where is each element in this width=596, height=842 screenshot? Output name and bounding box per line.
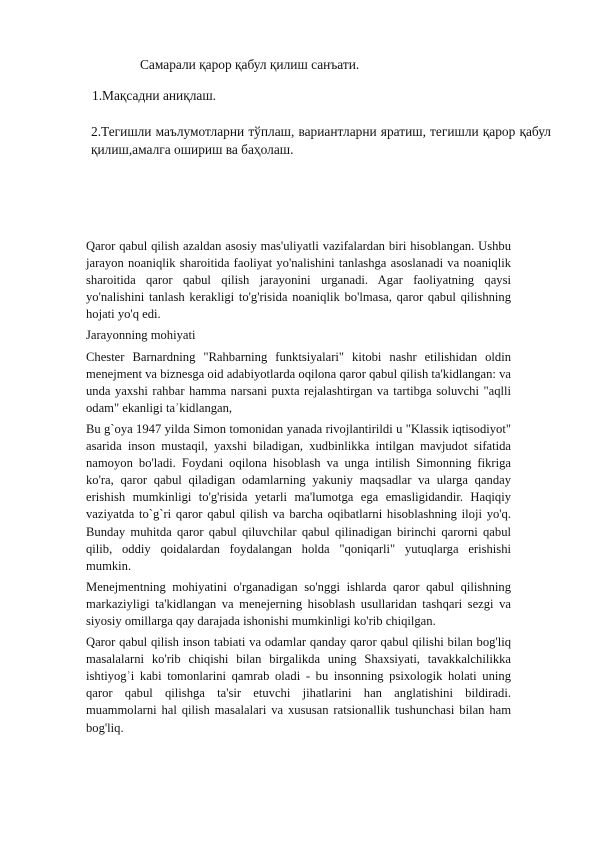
paragraph-human-nature: Qaror qabul qilish inson tabiati va odamlar qanday qaror qabul qilishi bilan bog'liq masalalarni ko'rib chiqishi bilan birgalikda uning Shaxsiyati, tavakkalchilikka ishtiyogʾi kabi tomonlarini qamrab oladi - bu insonning psixologik holati uning qaror qabul qilishga ta'sir etuvchi jihatlarini han anglatishini bildiradi. muammolarni hal qilish masalalari va xususan ratsionallik tushunchasi bilan ham bog'liq. xyxy=(86,635,511,735)
paragraph-intro: Qaror qabul qilish azaldan asosiy mas'uliyatli vazifalardan biri hisoblangan. Ushbu jarayon noaniqlik sharoitida faoliyat yo'nalishini tanlashga asoslanadi va noaniqlik sharoitida qaror qabul qilish jarayonini urganadi. Agar faoliyatning qaysi yo'nalishini tanlash kerakligi to'g'risida noaniqlik bo'lmasa, qaror qabul qilishning hojati yo'q edi. xyxy=(86,239,511,322)
paragraph-simon: Bu g`oya 1947 yilda Simon tomonidan yanada rivojlantirildi u "Klassik iqtisodiyot" asarida inson mustaqil, yaxshi biladigan, xudbinlikka intilgan mavjudot sifatida namoyon bo'ladi. Foydani oqilona hisoblash va unga intilish Simonning fikriga ko'ra, qaror qabul qiladigan odamlarning yakuniy maqsadlar va ularga qanday erishish mumkinligi to'g'risida yetarli ma'lumotga ega emasligidandir. Haqiqiy vaziyatda to`g`ri qaror qabul qilish va barcha oqibatlarni hisoblashning iloji yo'q. Bunday muhitda qaror qabul qiluvchilar qabul qilinadigan birinchi qarorni qabul qilib, oddiy qoidalardan foydalangan holda "qoniqarli" yutuqlarga erishishi mumkin. xyxy=(86,421,511,573)
section-heading-essence: Jarayonning mohiyati xyxy=(86,328,196,343)
document-heading: Самарали қарор қабул қилиш санъати. xyxy=(140,57,360,72)
body-text xyxy=(86,238,511,741)
paragraph-management: Menejmentning mohiyatini o'rganadigan so'nggi ishlarda qaror qabul qilishning markaziyligi ta'kidlangan va menejerning hisoblash usullaridan tashqari sezgi va siyosiy omillarga qay darajada ishonishi mumkinligi ko'rib chiqilgan. xyxy=(86,579,511,628)
paragraph-barnard: Chester Barnardning "Rahbarning funktsiyalari" kitobi nashr etilishidan oldin menejment va biznesga oid adabiyotlarda oqilona qaror qabul qilish ta'kidlangan: va unda yaxshi rahbar hamma narsani puxta rejalashtirgan va tartibga soluvchi "aqlli odam" ekanligi taʾkidlangan, xyxy=(86,349,511,415)
list-item-steps: 2.Тегишли маълумотларни тўплаш, вариантларни яратиш, тегишли қарор қабул қилиш,амалга ошириш ва баҳолаш. xyxy=(91,124,551,157)
list-item-goal: 1.Мақсадни аниқлаш. xyxy=(92,88,217,103)
